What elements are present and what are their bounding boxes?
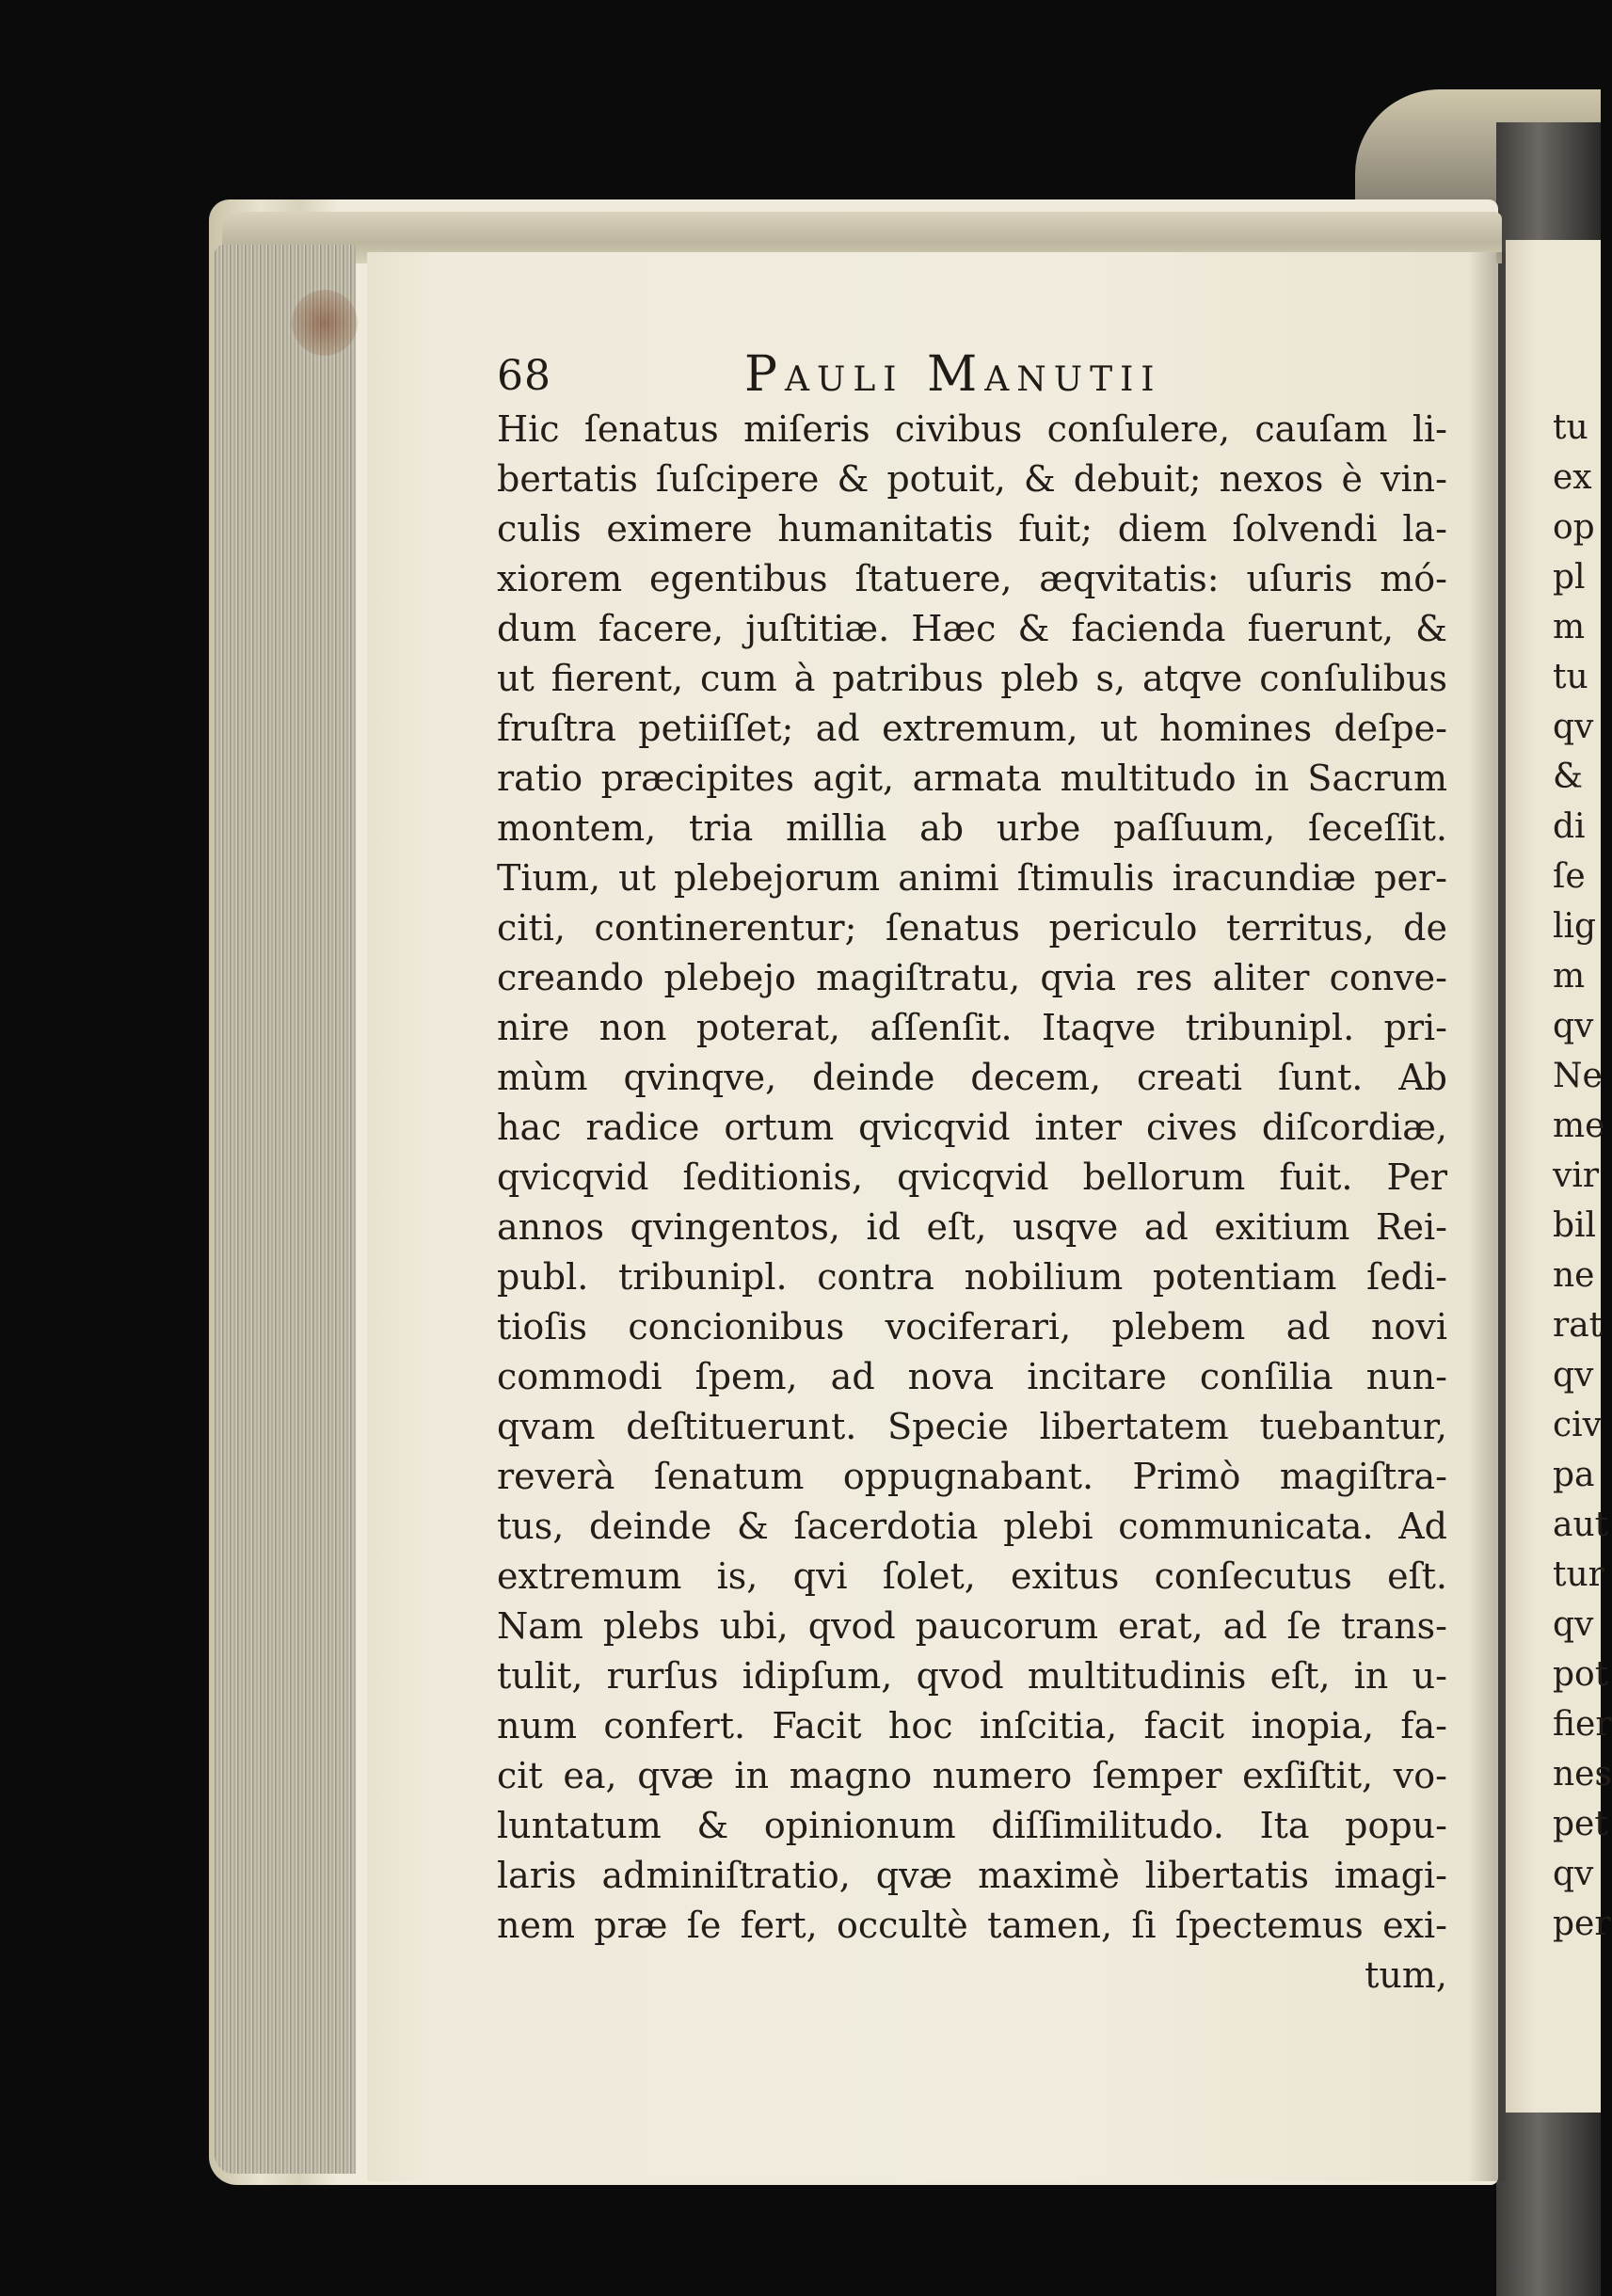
text-line: qvicqvid ſeditionis, qvicqvid bellorum fuit. Per — [497, 1156, 1447, 1198]
facing-page-fragment: tur — [1553, 1555, 1604, 1594]
catchword: tum, — [1365, 1954, 1447, 1996]
facing-page-fragment: qv — [1553, 1605, 1594, 1644]
facing-page-fragment: qv — [1553, 1855, 1594, 1893]
facing-page-fragment: fier — [1553, 1705, 1612, 1744]
facing-page-fragment: Ne — [1553, 1057, 1603, 1095]
facing-page-fragment: tu — [1553, 408, 1588, 447]
text-line: bertatis ſuſcipere & potuit, & debuit; nexos è vin- — [497, 458, 1447, 500]
text-line: Nam plebs ubi, qvod paucorum erat, ad ſe trans- — [497, 1605, 1447, 1647]
facing-page-fragment: lig — [1553, 907, 1597, 946]
text-line: xiorem egentibus ſtatuere, æqvitatis: uſuris mó- — [497, 558, 1447, 599]
text-line: fruſtra petiiſſet; ad extremum, ut homines deſpe- — [497, 708, 1447, 749]
text-line: num confert. Facit hoc inſcitia, facit inopia, fa- — [497, 1705, 1447, 1746]
facing-page-fragment: vir — [1553, 1156, 1600, 1195]
facing-page-fragment: pet — [1553, 1805, 1608, 1843]
text-line: nire non poterat, aſſenſit. Itaqve tribunipl. pri- — [497, 1007, 1447, 1048]
text-line: laris adminiſtratio, qvæ maximè libertatis imagi- — [497, 1855, 1447, 1896]
text-line: extremum is, qvi ſolet, exitus conſecutus eſt. — [497, 1555, 1447, 1597]
body-text — [497, 405, 1447, 2001]
text-line: commodi ſpem, ad nova incitare conſilia nun- — [497, 1356, 1447, 1397]
text-line: luntatum & opinionum diſſimilitudo. Ita popu- — [497, 1805, 1447, 1846]
text-line: qvam deſtituerunt. Specie libertatem tuebantur, — [497, 1406, 1447, 1447]
facing-page-text — [1553, 403, 1612, 1949]
text-line: hac radice ortum qvicqvid inter cives diſcordiæ, — [497, 1107, 1447, 1148]
text-line: dum facere, juſtitiæ. Hæc & facienda fuerunt, & — [497, 608, 1447, 649]
text-line: mùm qvinqve, deinde decem, creati ſunt. Ab — [497, 1057, 1447, 1098]
facing-page-fragment: m — [1553, 957, 1586, 996]
text-line: Tium, ut plebejorum animi ſtimulis iracundiæ per- — [497, 857, 1447, 899]
facing-page-fragment: civ — [1553, 1406, 1603, 1444]
text-line: tus, deinde & ſacerdotia plebi communicata. Ad — [497, 1506, 1447, 1547]
text-line: creando plebejo magiſtratu, qvia res aliter conve- — [497, 957, 1447, 998]
text-line: publ. tribunipl. contra nobilium potentiam ſedi- — [497, 1256, 1447, 1298]
facing-page-fragment: pa — [1553, 1456, 1595, 1494]
facing-page-fragment: qv — [1553, 708, 1594, 746]
text-line: ut fierent, cum à patribus pleb s, atqve conſulibus — [497, 658, 1447, 699]
facing-page-fragment: nes — [1553, 1755, 1612, 1794]
facing-page-fragment: qv — [1553, 1007, 1594, 1045]
facing-page-fragment: per — [1553, 1905, 1611, 1943]
text-line: nem præ ſe fert, occultè tamen, ſi ſpectemus exi- — [497, 1905, 1447, 1946]
facing-page-fragment: aut — [1553, 1506, 1609, 1544]
facing-page-fragment: qv — [1553, 1356, 1594, 1395]
facing-page-fragment: tu — [1553, 658, 1588, 696]
facing-page-fragment: pl — [1553, 558, 1586, 597]
facing-page-fragment: ſe — [1553, 857, 1586, 896]
text-line: tulit, rurſus idipſum, qvod multitudinis eſt, in u- — [497, 1655, 1447, 1697]
page-stack-fore-edge — [215, 245, 356, 2174]
text-line: ratio præcipites agit, armata multitudo in Sacrum — [497, 757, 1447, 799]
page-gutter-shadow — [1468, 252, 1506, 2181]
text-line: montem, tria millia ab urbe paſſuum, ſeceſſit. — [497, 807, 1447, 849]
text-line: reverà ſenatum oppugnabant. Primò magiſtra- — [497, 1456, 1447, 1497]
text-line: cit ea, qvæ in magno numero ſemper exſiſtit, vo- — [497, 1755, 1447, 1796]
facing-page-fragment: & — [1553, 757, 1584, 796]
text-line: citi, continerentur; ſenatus periculo territus, de — [497, 907, 1447, 949]
facing-page-fragment: bil — [1553, 1206, 1597, 1245]
facing-page-fragment: pot — [1553, 1655, 1609, 1694]
running-head: Pauli Manutii — [744, 346, 1162, 403]
page-number: 68 — [497, 352, 551, 400]
text-line: culis eximere humanitatis fuit; diem ſolvendi la- — [497, 508, 1447, 550]
text-line: tioſis concionibus vociferari, plebem ad novi — [497, 1306, 1447, 1347]
text-line: annos qvingentos, id eſt, usqve ad exitium Rei- — [497, 1206, 1447, 1248]
facing-page-fragment: m — [1553, 608, 1586, 646]
facing-page-fragment: op — [1553, 508, 1595, 547]
facing-page-fragment: rat — [1553, 1306, 1604, 1345]
text-line: Hic ſenatus miſeris civibus conſulere, cauſam li- — [497, 408, 1447, 450]
facing-page-fragment: me — [1553, 1107, 1605, 1145]
facing-page-fragment: ne — [1553, 1256, 1595, 1295]
foxing-stain — [292, 290, 358, 356]
facing-page-fragment: di — [1553, 807, 1586, 846]
facing-page-fragment: ex — [1553, 458, 1592, 497]
